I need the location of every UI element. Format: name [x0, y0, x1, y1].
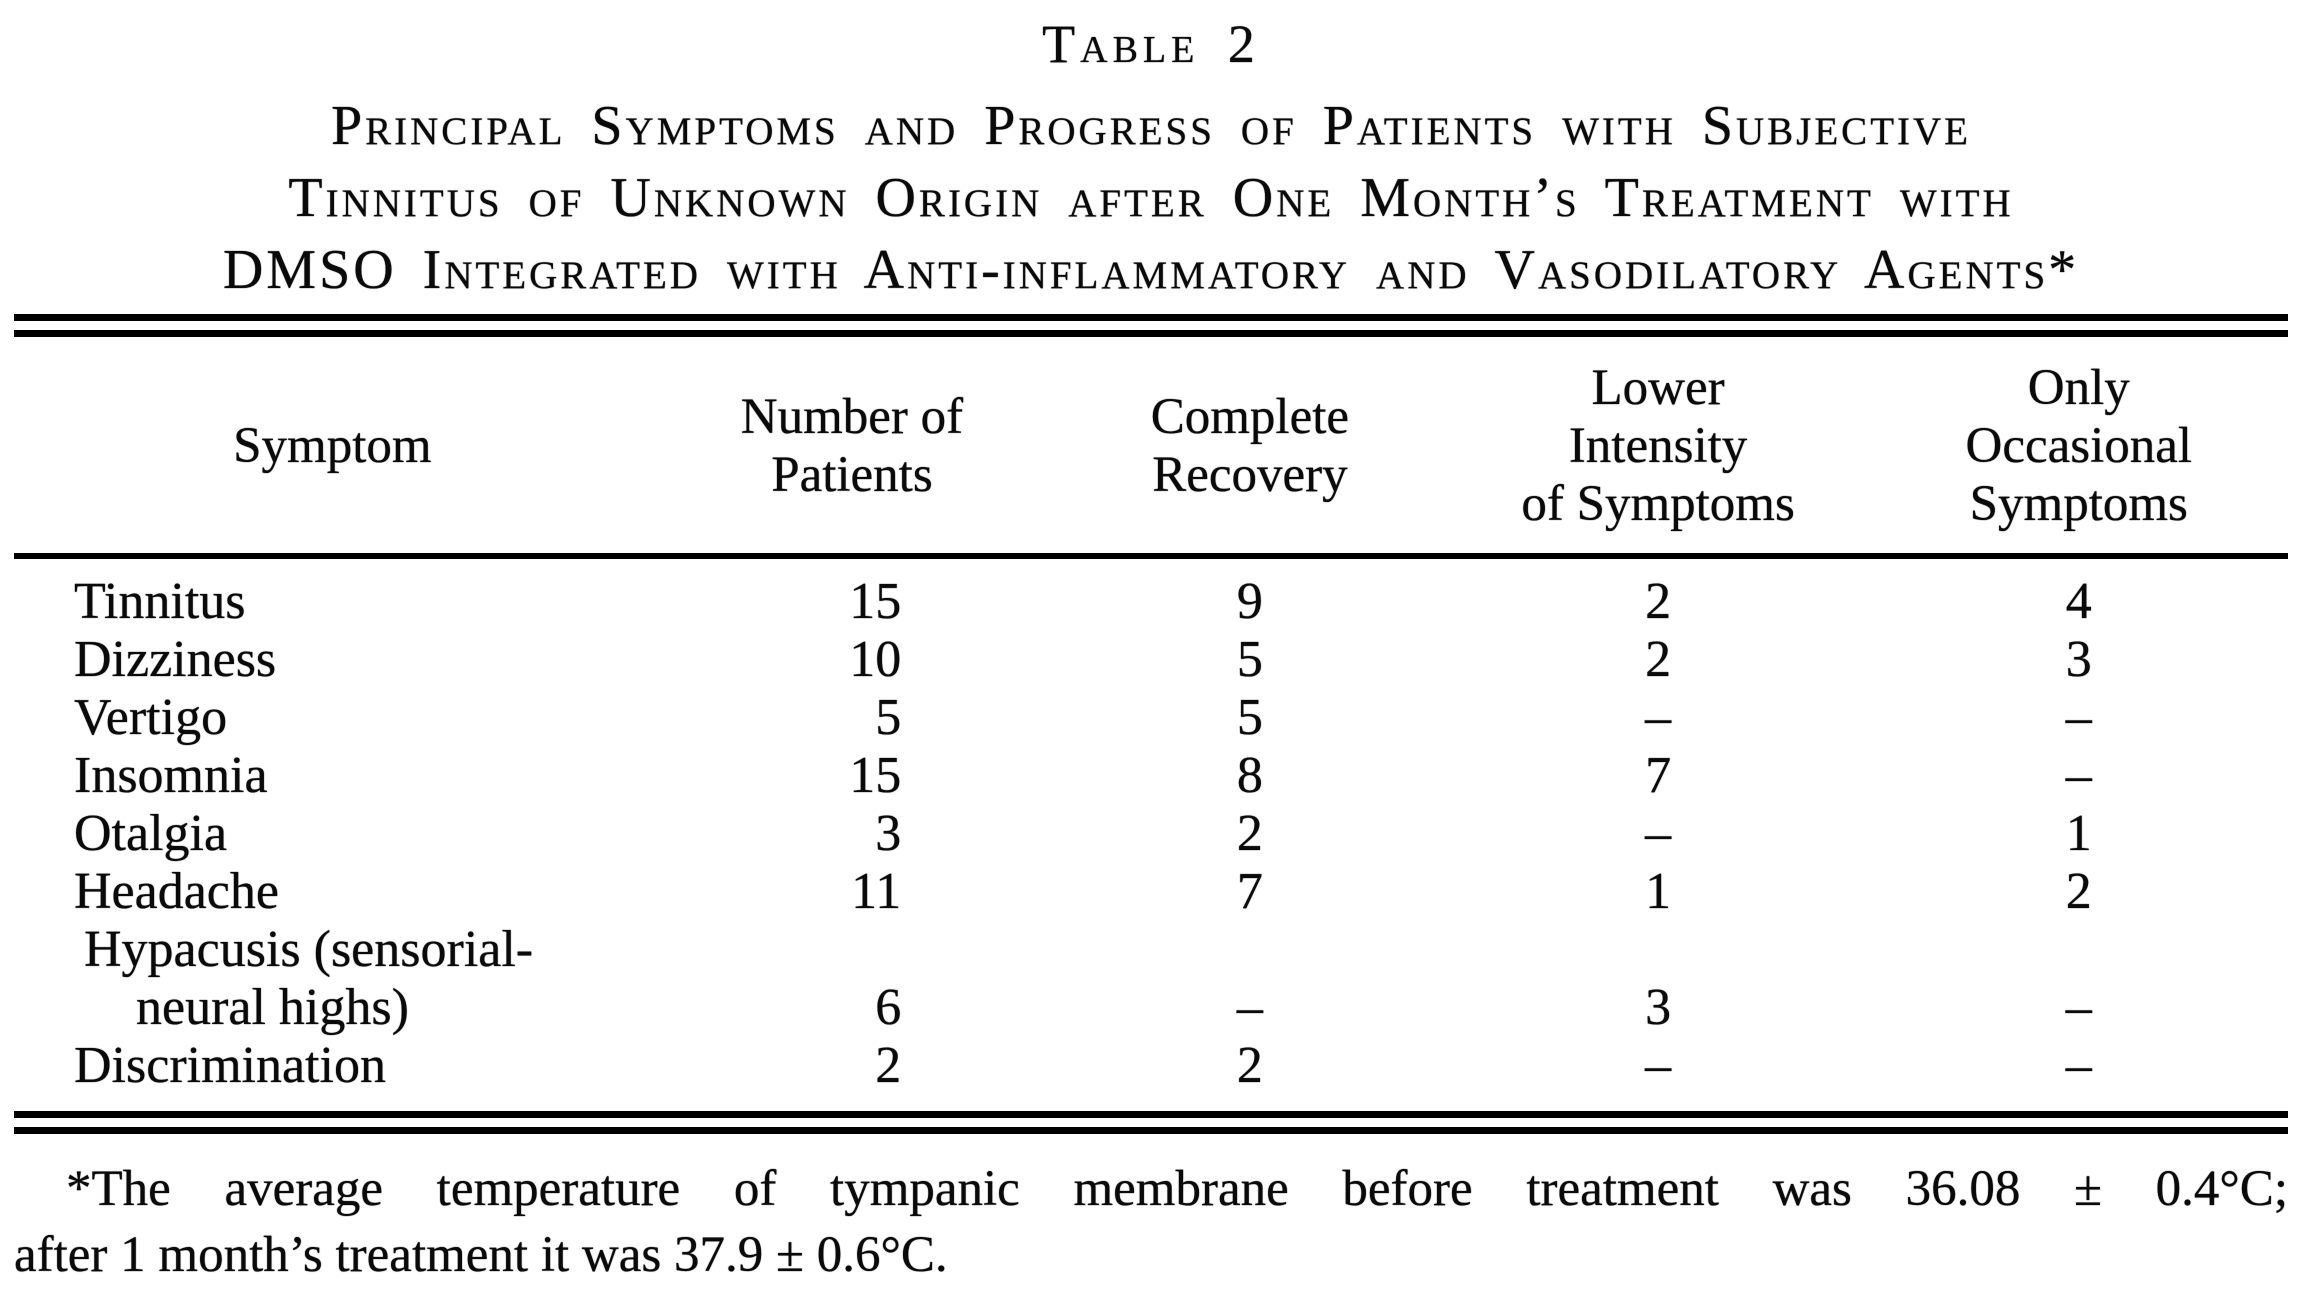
cell-symptom: [14, 921, 651, 1037]
cell-only-occasional: –: [2065, 747, 2092, 804]
table-header-row: [14, 337, 2288, 556]
cell-complete-recovery: 5: [1236, 631, 1263, 688]
table-row-otalgia: [14, 805, 2288, 863]
column-header-only-occasional: [1870, 337, 2288, 556]
cell-lower-intensity: 3: [1645, 979, 1672, 1036]
top-double-rule: [14, 314, 2288, 337]
header-line: Occasional: [1965, 418, 2193, 474]
cell-only-occasional: 4: [2065, 573, 2092, 630]
cell-lower-intensity: –: [1645, 689, 1672, 746]
column-header-symptom: [14, 337, 651, 556]
cell-only-occasional: 2: [2065, 863, 2092, 920]
header-line: Lower: [1591, 360, 1725, 416]
symptom-line-1: Hypacusis (sensorial-: [84, 921, 534, 978]
cell-symptom: Discrimination: [74, 1037, 386, 1094]
table-number-label: Table 2: [1042, 14, 1260, 74]
table-title-line-2: Tinnitus of Unknown Origin after One Month’s Treatment with: [288, 167, 2014, 229]
header-line: Recovery: [1152, 447, 1348, 503]
cell-number-of-patients: 2: [875, 1037, 902, 1094]
cell-symptom: Headache: [74, 863, 279, 920]
cell-only-occasional: –: [2065, 979, 2092, 1036]
header-line: of Symptoms: [1521, 476, 1795, 532]
table-title: [14, 90, 2288, 306]
cell-only-occasional: 3: [2065, 631, 2092, 688]
cell-symptom: Insomnia: [74, 747, 268, 804]
cell-complete-recovery: 2: [1236, 1037, 1263, 1094]
header-line: Patients: [771, 447, 933, 503]
header-line: Only: [2027, 360, 2130, 416]
cell-complete-recovery: 8: [1236, 747, 1263, 804]
table-row-dizziness: [14, 631, 2288, 689]
cell-lower-intensity: 7: [1645, 747, 1672, 804]
table-row-headache: [14, 863, 2288, 921]
table-caption: [14, 14, 2288, 306]
cell-complete-recovery: –: [1236, 979, 1263, 1036]
cell-lower-intensity: 2: [1645, 573, 1672, 630]
table-title-line-3: DMSO Integrated with Anti-inflammatory and Vasodilatory Agents*: [222, 239, 2080, 301]
cell-number-of-patients: 15: [849, 573, 902, 630]
cell-only-occasional: 1: [2065, 805, 2092, 862]
cell-lower-intensity: –: [1645, 805, 1672, 862]
table-row-hypacusis: [14, 921, 2288, 1037]
cell-number-of-patients: 11: [851, 863, 902, 920]
column-header-lower-intensity: [1447, 337, 1870, 556]
cell-complete-recovery: 5: [1236, 689, 1263, 746]
cell-complete-recovery: 7: [1236, 863, 1263, 920]
column-header-number-of-patients: [651, 337, 1053, 556]
cell-lower-intensity: –: [1645, 1037, 1672, 1094]
cell-symptom: Vertigo: [74, 689, 228, 746]
table-row-discrimination: [14, 1037, 2288, 1109]
cell-number-of-patients: 6: [875, 979, 902, 1036]
cell-number-of-patients: 15: [849, 747, 902, 804]
table-row-tinnitus: [14, 556, 2288, 631]
cell-complete-recovery: 2: [1236, 805, 1263, 862]
cell-number-of-patients: 5: [875, 689, 902, 746]
cell-lower-intensity: 2: [1645, 631, 1672, 688]
footnote-line-1: *The average temperature of tympanic membrane before treatment was 36.08 ± 0.4°C;: [66, 1161, 2288, 1217]
cell-symptom: Dizziness: [74, 631, 277, 688]
cell-only-occasional: –: [2065, 689, 2092, 746]
cell-complete-recovery: 9: [1236, 573, 1263, 630]
symptoms-progress-table: [14, 337, 2288, 1109]
table-row-vertigo: [14, 689, 2288, 747]
table-footnote: [14, 1156, 2288, 1288]
bottom-double-rule: [14, 1111, 2288, 1134]
cell-symptom: Otalgia: [74, 805, 228, 862]
header-line: Symptoms: [1969, 476, 2188, 532]
cell-number-of-patients: 10: [849, 631, 902, 688]
cell-number-of-patients: 3: [875, 805, 902, 862]
footnote-line-2: after 1 month’s treatment it was 37.9 ± 0.6°C.: [14, 1227, 948, 1283]
header-line: Number of: [740, 389, 964, 445]
header-line: Symptom: [233, 418, 432, 474]
table-row-insomnia: [14, 747, 2288, 805]
symptom-line-2: neural highs): [136, 979, 409, 1036]
header-line: Complete: [1150, 389, 1350, 445]
cell-only-occasional: –: [2065, 1037, 2092, 1094]
header-line: Intensity: [1568, 418, 1748, 474]
table-title-line-1: Principal Symptoms and Progress of Patients with Subjective: [331, 95, 1971, 157]
cell-lower-intensity: 1: [1645, 863, 1672, 920]
cell-symptom: Tinnitus: [74, 573, 246, 630]
column-header-complete-recovery: [1053, 337, 1446, 556]
